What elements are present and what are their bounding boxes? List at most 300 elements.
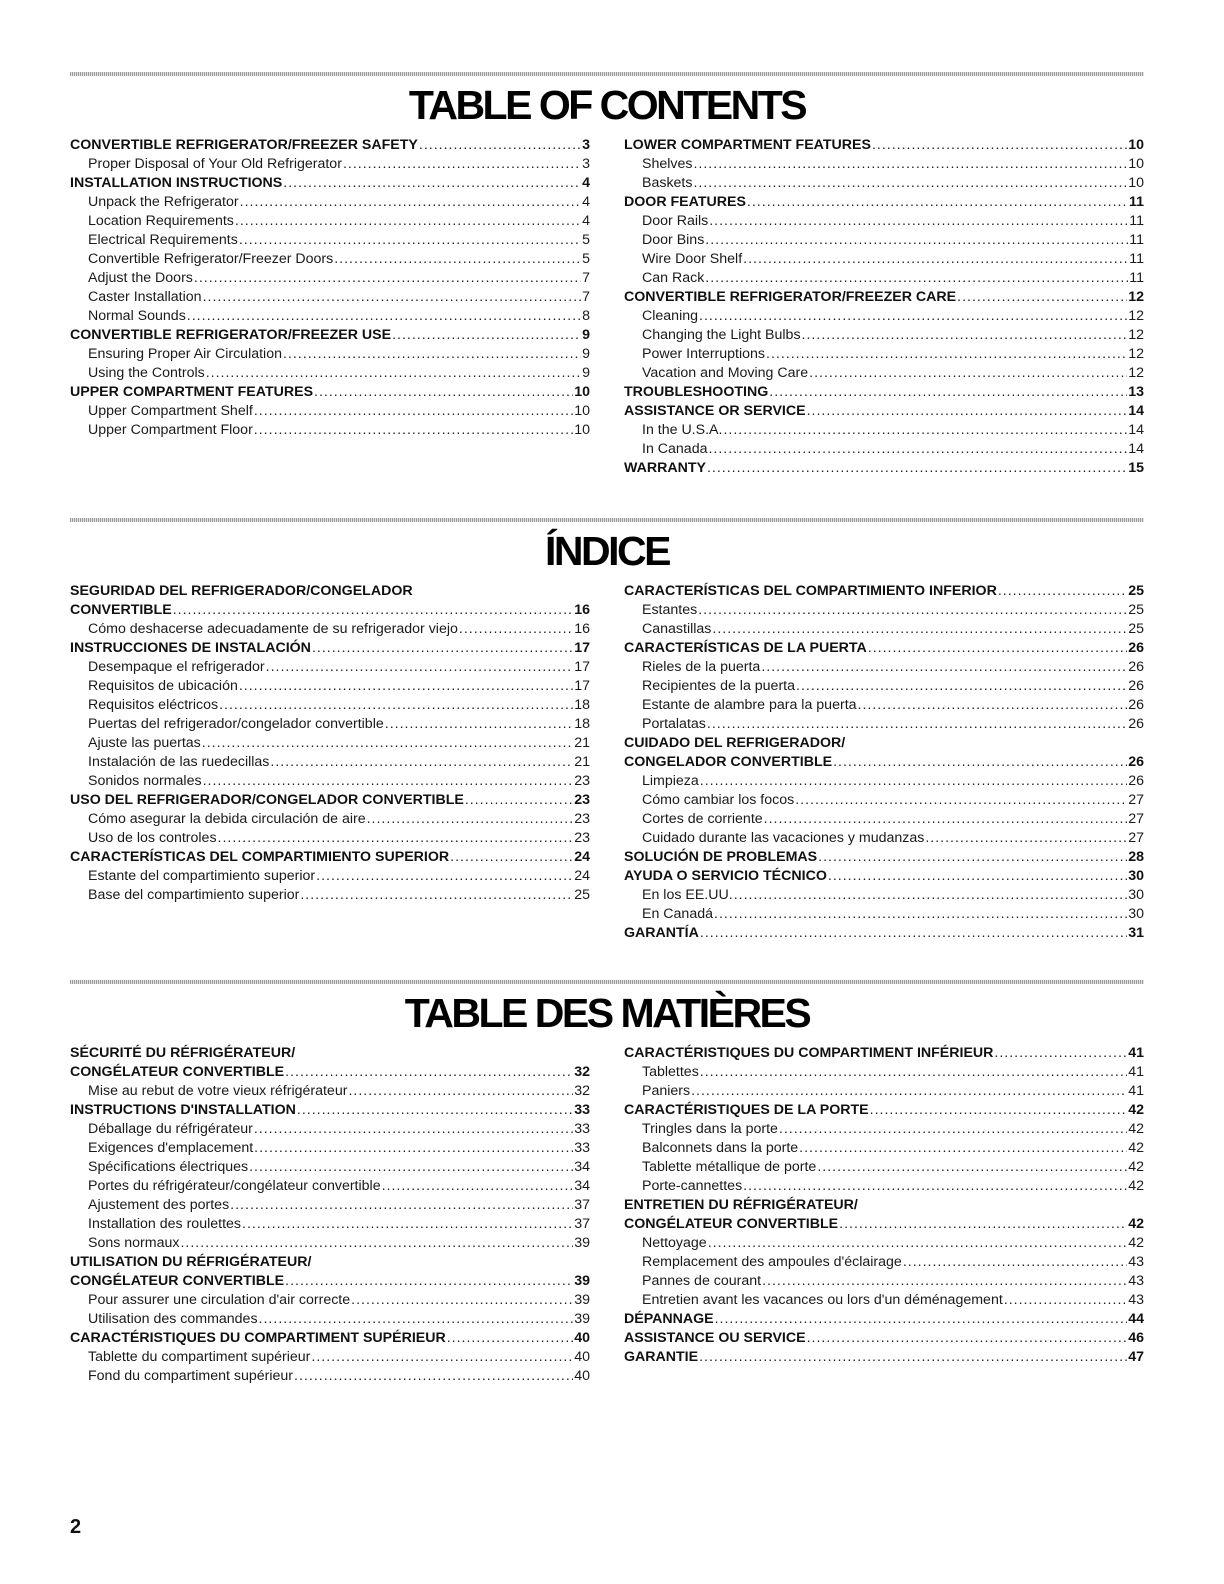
- toc-entry-text: Vacation and Moving Care: [642, 365, 809, 381]
- toc-entry-text: Estante de alambre para la puerta: [642, 697, 857, 713]
- toc-heading-entry[interactable]: [624, 924, 1144, 943]
- toc-subentry[interactable]: [70, 1291, 590, 1310]
- toc-subentry[interactable]: [70, 364, 590, 383]
- toc-entry-text: Porte-cannettes: [642, 1178, 743, 1194]
- toc-subentry[interactable]: [624, 715, 1144, 734]
- section-divider: [70, 72, 1144, 76]
- toc-subentry[interactable]: [624, 155, 1144, 174]
- toc-entry-text: Cortes de corriente: [642, 811, 763, 827]
- toc-entry-text: Electrical Requirements: [88, 232, 238, 248]
- toc-subentry[interactable]: [624, 1253, 1144, 1272]
- toc-entry-text: Power Interruptions: [642, 346, 766, 362]
- dot-leader: [392, 326, 581, 345]
- toc-subentry[interactable]: [624, 1291, 1144, 1310]
- toc-subentry[interactable]: [624, 174, 1144, 193]
- toc-subentry[interactable]: [624, 269, 1144, 288]
- dot-leader: [240, 193, 581, 212]
- toc-page-number: 32: [574, 1083, 590, 1099]
- toc-subentry[interactable]: [70, 1082, 590, 1101]
- toc-heading-entry[interactable]: [624, 1310, 1144, 1329]
- toc-heading-entry[interactable]: [624, 288, 1144, 307]
- toc-page-number: 10: [1128, 175, 1144, 191]
- toc-page-number: 39: [574, 1235, 590, 1251]
- toc-entry-text: Door Rails: [642, 213, 709, 229]
- toc-subentry[interactable]: [70, 696, 590, 715]
- toc-entry-text: Convertible Refrigerator/Freezer Doors: [88, 251, 334, 267]
- dot-leader: [203, 772, 574, 791]
- toc-page-number: 18: [574, 697, 590, 713]
- toc-subentry[interactable]: [70, 734, 590, 753]
- toc-entry-text: CARACTERÍSTICAS DEL COMPARTIMIENTO INFERIOR: [624, 583, 997, 599]
- toc-heading-entry[interactable]: [624, 639, 1144, 658]
- toc-heading-entry[interactable]: [624, 1101, 1144, 1120]
- toc-heading-entry[interactable]: [70, 791, 590, 810]
- toc-page-number: 21: [574, 754, 590, 770]
- toc-page-number: 31: [1128, 925, 1144, 941]
- toc-english-section: [70, 72, 1144, 496]
- toc-page-number: 33: [574, 1121, 590, 1137]
- toc-entry-text: CONVERTIBLE REFRIGERATOR/FREEZER USE: [70, 327, 392, 343]
- toc-subentry[interactable]: [624, 772, 1144, 791]
- dot-leader: [699, 307, 1127, 326]
- toc-subentry[interactable]: [70, 288, 590, 307]
- toc-subentry[interactable]: [70, 1158, 590, 1177]
- toc-entry-text: Cómo cambiar los focos: [642, 792, 795, 808]
- toc-page-number: 34: [574, 1159, 590, 1175]
- dot-leader: [700, 1063, 1127, 1082]
- toc-entry-text: LOWER COMPARTMENT FEATURES: [624, 137, 871, 153]
- toc-subentry[interactable]: [70, 269, 590, 288]
- toc-subentry[interactable]: [70, 1177, 590, 1196]
- dot-leader: [998, 582, 1127, 601]
- toc-subentry[interactable]: [70, 620, 590, 639]
- toc-entry-text: CARACTÉRISTIQUES DU COMPARTIMENT INFÉRIEUR: [624, 1045, 994, 1061]
- toc-entry-text: Estante del compartimiento superior: [88, 868, 316, 884]
- dot-leader: [465, 791, 573, 810]
- toc-entry-text: INSTALLATION INSTRUCTIONS: [70, 175, 283, 191]
- dot-leader: [219, 696, 573, 715]
- dot-leader: [459, 620, 573, 639]
- toc-entry-text: Limpieza: [642, 773, 699, 789]
- toc-entry-text: Caster Installation: [88, 289, 202, 305]
- dot-leader: [235, 212, 581, 231]
- dot-leader: [285, 1272, 573, 1291]
- toc-subentry[interactable]: [624, 829, 1144, 848]
- toc-heading-entry[interactable]: [70, 383, 590, 402]
- toc-page-number: 25: [574, 887, 590, 903]
- toc-page-number: 26: [1128, 678, 1144, 694]
- toc-page-number: 33: [574, 1102, 590, 1118]
- toc-subentry[interactable]: [624, 231, 1144, 250]
- toc-subentry[interactable]: [70, 658, 590, 677]
- dot-leader: [807, 402, 1128, 421]
- toc-subentry[interactable]: [70, 1196, 590, 1215]
- toc-page-number: 39: [574, 1311, 590, 1327]
- toc-subentry[interactable]: [70, 829, 590, 848]
- toc-page-number: 43: [1128, 1254, 1144, 1270]
- toc-subentry[interactable]: [624, 212, 1144, 231]
- dot-leader: [187, 307, 581, 326]
- toc-subentry[interactable]: [624, 1139, 1144, 1158]
- toc-subentry[interactable]: [70, 231, 590, 250]
- toc-subentry[interactable]: [624, 1120, 1144, 1139]
- toc-entry-text: Exigences d'emplacement: [88, 1140, 254, 1156]
- dot-leader: [218, 829, 574, 848]
- toc-entry-text: Pour assurer une circulation d'air correcte: [88, 1292, 351, 1308]
- toc-page-number: 42: [1128, 1235, 1144, 1251]
- toc-subentry[interactable]: [624, 326, 1144, 345]
- toc-subentry[interactable]: [70, 886, 590, 905]
- dot-leader: [266, 658, 574, 677]
- toc-heading-entry[interactable]: [70, 326, 590, 345]
- dot-leader: [723, 421, 1127, 440]
- toc-heading-entry[interactable]: [624, 1329, 1144, 1348]
- toc-subentry[interactable]: [624, 364, 1144, 383]
- toc-subentry[interactable]: [70, 677, 590, 696]
- dot-leader: [311, 1348, 573, 1367]
- toc-entry-text: Upper Compartment Shelf: [88, 403, 253, 419]
- toc-entry-text: Sons normaux: [88, 1235, 180, 1251]
- section-title: ÍNDICE: [545, 528, 669, 574]
- dot-leader: [707, 459, 1127, 478]
- toc-subentry[interactable]: [70, 212, 590, 231]
- toc-page-number: 11: [1129, 213, 1144, 229]
- toc-left-column: [70, 1044, 590, 1386]
- toc-subentry[interactable]: [70, 402, 590, 421]
- dot-leader: [1004, 1291, 1127, 1310]
- toc-entry-text: CARACTERÍSTICAS DE LA PUERTA: [624, 640, 867, 656]
- toc-heading-entry[interactable]: [70, 848, 590, 867]
- toc-heading-line: SÉCURITÉ DU RÉFRIGÉRATEUR/: [70, 1045, 296, 1061]
- toc-heading-entry[interactable]: [624, 383, 1144, 402]
- toc-page-number: 24: [574, 849, 590, 865]
- toc-page-number: 14: [1128, 422, 1144, 438]
- toc-subentry[interactable]: [70, 155, 590, 174]
- toc-page-number: 25: [1128, 621, 1144, 637]
- dot-leader: [180, 1234, 573, 1253]
- toc-page-number: 12: [1128, 365, 1144, 381]
- toc-heading-entry[interactable]: [624, 1044, 1144, 1063]
- toc-right-column: [624, 582, 1144, 943]
- toc-left-column: [70, 582, 590, 905]
- toc-entry-text: Ensuring Proper Air Circulation: [88, 346, 282, 362]
- dot-leader: [796, 677, 1127, 696]
- toc-heading-entry[interactable]: [70, 174, 590, 193]
- toc-page-number: 10: [1128, 156, 1144, 172]
- dot-leader: [766, 345, 1127, 364]
- toc-page-number: 40: [574, 1368, 590, 1384]
- toc-entry-text: Balconnets dans la porte: [642, 1140, 799, 1156]
- toc-page-number: 18: [574, 716, 590, 732]
- dot-leader: [707, 715, 1127, 734]
- dot-leader: [285, 1063, 573, 1082]
- toc-page-number: 47: [1128, 1349, 1144, 1365]
- toc-subentry[interactable]: [624, 1082, 1144, 1101]
- toc-heading-entry[interactable]: [624, 848, 1144, 867]
- toc-subentry[interactable]: [70, 1367, 590, 1386]
- toc-subentry[interactable]: [70, 1139, 590, 1158]
- toc-page-number: 9: [582, 327, 590, 343]
- toc-page-number: 23: [574, 811, 590, 827]
- dot-leader: [828, 867, 1127, 886]
- toc-subentry[interactable]: [624, 791, 1144, 810]
- toc-entry-text: Tablettes: [642, 1064, 699, 1080]
- toc-page-number: 10: [574, 384, 590, 400]
- toc-entry-text: Tablette métallique de porte: [642, 1159, 817, 1175]
- toc-heading-entry[interactable]: [624, 753, 1144, 772]
- toc-heading-entry[interactable]: [70, 639, 590, 658]
- toc-entry-text: CARACTÉRISTIQUES DE LA PORTE: [624, 1102, 869, 1118]
- toc-heading-entry[interactable]: [70, 1329, 590, 1348]
- dot-leader: [312, 639, 573, 658]
- toc-subentry[interactable]: [70, 250, 590, 269]
- toc-subentry[interactable]: [624, 421, 1144, 440]
- toc-page-number: 23: [574, 830, 590, 846]
- toc-entry-text: Pannes de courant: [642, 1273, 762, 1289]
- toc-page-number: 15: [1128, 460, 1144, 476]
- toc-page-number: 26: [1128, 659, 1144, 675]
- toc-subentry[interactable]: [70, 1234, 590, 1253]
- toc-page-number: 28: [1128, 849, 1144, 865]
- toc-subentry[interactable]: [624, 620, 1144, 639]
- toc-entry-text: Tablette du compartiment supérieur: [88, 1349, 311, 1365]
- dot-leader: [747, 193, 1128, 212]
- toc-right-column: [624, 1044, 1144, 1367]
- toc-page-number: 9: [582, 346, 590, 362]
- toc-entry-text: Sonidos normales: [88, 773, 202, 789]
- toc-subentry[interactable]: [70, 307, 590, 326]
- toc-page-number: 27: [1128, 792, 1144, 808]
- toc-entry-text: Can Rack: [642, 270, 705, 286]
- toc-page-number: 27: [1128, 811, 1144, 827]
- toc-page-number: 23: [574, 773, 590, 789]
- toc-entry-text: USO DEL REFRIGERADOR/CONGELADOR CONVERTIBLE: [70, 792, 464, 808]
- toc-heading-entry[interactable]: [624, 193, 1144, 212]
- toc-page-number: 7: [582, 270, 590, 286]
- toc-page-number: 10: [574, 422, 590, 438]
- toc-subentry[interactable]: [624, 810, 1144, 829]
- toc-heading-entry[interactable]: [70, 601, 590, 620]
- toc-entry-text: Nettoyage: [642, 1235, 707, 1251]
- toc-entry-text: Portes du réfrigérateur/congélateur convertible: [88, 1178, 381, 1194]
- dot-leader: [868, 639, 1127, 658]
- toc-heading-entry[interactable]: [624, 1348, 1144, 1367]
- toc-heading-line: UTILISATION DU RÉFRIGÉRATEUR/: [70, 1254, 312, 1270]
- toc-entry-text: Recipientes de la puerta: [642, 678, 796, 694]
- toc-entry-text: Cuidado durante las vacaciones y mudanzas: [642, 830, 925, 846]
- dot-leader: [957, 288, 1127, 307]
- dot-leader: [699, 1348, 1127, 1367]
- toc-subentry[interactable]: [624, 440, 1144, 459]
- toc-heading-line: ENTRETIEN DU RÉFRIGÉRATEUR/: [624, 1197, 858, 1213]
- toc-heading-entry[interactable]: [70, 1063, 590, 1082]
- toc-page-number: 10: [574, 403, 590, 419]
- toc-subentry[interactable]: [624, 307, 1144, 326]
- toc-page-number: 42: [1128, 1140, 1144, 1156]
- toc-subentry[interactable]: [70, 867, 590, 886]
- toc-subentry[interactable]: [624, 1177, 1144, 1196]
- toc-page-number: 26: [1128, 754, 1144, 770]
- toc-entry-text: Requisitos eléctricos: [88, 697, 219, 713]
- toc-entry-text: Cómo asegurar la debida circulación de aire: [88, 811, 366, 827]
- toc-subentry[interactable]: [70, 715, 590, 734]
- dot-leader: [419, 136, 581, 155]
- toc-heading-entry[interactable]: [624, 459, 1144, 478]
- toc-heading-entry[interactable]: [624, 136, 1144, 155]
- toc-entry-text: GARANTÍA: [624, 925, 699, 941]
- toc-heading-entry[interactable]: [624, 582, 1144, 601]
- dot-leader: [283, 174, 581, 193]
- toc-entry-text: Using the Controls: [88, 365, 205, 381]
- toc-entry-text: Adjust the Doors: [88, 270, 193, 286]
- dot-leader: [708, 440, 1127, 459]
- dot-leader: [385, 715, 573, 734]
- toc-page-number: 24: [574, 868, 590, 884]
- toc-page-number: 40: [574, 1349, 590, 1365]
- dot-leader: [334, 250, 581, 269]
- toc-entry-text: Ajuste las puertas: [88, 735, 201, 751]
- toc-entry-text: CARACTERÍSTICAS DEL COMPARTIMIENTO SUPERIOR: [70, 849, 450, 865]
- dot-leader: [254, 1120, 573, 1139]
- dot-leader: [705, 269, 1128, 288]
- dot-leader: [297, 1101, 573, 1120]
- toc-page-number: 37: [574, 1216, 590, 1232]
- toc-page-number: 4: [582, 194, 590, 210]
- toc-heading-entry[interactable]: [624, 1215, 1144, 1234]
- toc-heading-entry[interactable]: [624, 402, 1144, 421]
- toc-entry-text: Ajustement des portes: [88, 1197, 230, 1213]
- dot-leader: [239, 677, 573, 696]
- toc-subentry[interactable]: [624, 1234, 1144, 1253]
- toc-page-number: 12: [1128, 308, 1144, 324]
- dot-leader: [382, 1177, 574, 1196]
- toc-heading-line: SEGURIDAD DEL REFRIGERADOR/CONGELADOR: [70, 583, 413, 599]
- toc-page-number: 25: [1128, 583, 1144, 599]
- dot-leader: [206, 364, 581, 383]
- toc-subentry[interactable]: [70, 810, 590, 829]
- toc-page-number: 16: [574, 602, 590, 618]
- dot-leader: [314, 383, 573, 402]
- toc-entry-text: En los EE.UU.: [642, 887, 733, 903]
- toc-page-number: 4: [582, 175, 590, 191]
- toc-subentry[interactable]: [624, 1158, 1144, 1177]
- dot-leader: [691, 1082, 1127, 1101]
- toc-page-number: 3: [582, 137, 590, 153]
- toc-entry-text: CONVERTIBLE: [70, 602, 172, 618]
- toc-subentry[interactable]: [70, 1120, 590, 1139]
- toc-page-number: 11: [1129, 270, 1144, 286]
- dot-leader: [700, 924, 1127, 943]
- toc-heading-entry[interactable]: [70, 136, 590, 155]
- dot-leader: [700, 772, 1127, 791]
- dot-leader: [764, 810, 1128, 829]
- toc-page-number: 33: [574, 1140, 590, 1156]
- toc-subentry[interactable]: [624, 345, 1144, 364]
- toc-subentry[interactable]: [70, 421, 590, 440]
- toc-subentry[interactable]: [624, 250, 1144, 269]
- toc-page-number: 41: [1128, 1083, 1144, 1099]
- toc-subentry[interactable]: [624, 696, 1144, 715]
- toc-page-number: 17: [574, 678, 590, 694]
- dot-leader: [807, 1329, 1128, 1348]
- toc-entry-text: ASSISTANCE OU SERVICE: [624, 1330, 806, 1346]
- toc-subentry[interactable]: [624, 1063, 1144, 1082]
- toc-entry-text: Door Bins: [642, 232, 705, 248]
- dot-leader: [769, 383, 1127, 402]
- dot-leader: [348, 1082, 573, 1101]
- dot-leader: [994, 1044, 1127, 1063]
- dot-leader: [734, 886, 1128, 905]
- toc-page-number: 30: [1128, 868, 1144, 884]
- toc-entry-text: INSTRUCCIONES DE INSTALACIÓN: [70, 640, 311, 656]
- dot-leader: [761, 658, 1127, 677]
- toc-page-number: 46: [1128, 1330, 1144, 1346]
- toc-page-number: 30: [1128, 906, 1144, 922]
- toc-heading-line: CUIDADO DEL REFRIGERADOR/: [624, 735, 846, 751]
- toc-subentry[interactable]: [70, 1215, 590, 1234]
- toc-entry-text: AYUDA O SERVICIO TÉCNICO: [624, 868, 827, 884]
- toc-entry-text: UPPER COMPARTMENT FEATURES: [70, 384, 314, 400]
- toc-heading-entry[interactable]: [624, 867, 1144, 886]
- toc-subentry[interactable]: [624, 658, 1144, 677]
- toc-entry-text: En Canadá: [642, 906, 713, 922]
- toc-entry-text: Instalación de las ruedecillas: [88, 754, 270, 770]
- toc-page-number: 43: [1128, 1273, 1144, 1289]
- toc-subentry[interactable]: [70, 772, 590, 791]
- dot-leader: [270, 753, 573, 772]
- dot-leader: [858, 696, 1128, 715]
- toc-subentry[interactable]: [70, 345, 590, 364]
- toc-page-number: 9: [582, 365, 590, 381]
- dot-leader: [450, 848, 573, 867]
- toc-left-column: [70, 136, 590, 440]
- toc-subentry[interactable]: [624, 886, 1144, 905]
- toc-entry-text: Utilisation des commandes: [88, 1311, 258, 1327]
- toc-subentry[interactable]: [70, 1348, 590, 1367]
- toc-entry-text: Shelves: [642, 156, 693, 172]
- toc-entry-text: Paniers: [642, 1083, 691, 1099]
- toc-subentry[interactable]: [70, 193, 590, 212]
- toc-subentry[interactable]: [624, 677, 1144, 696]
- toc-page-number: 21: [574, 735, 590, 751]
- dot-leader: [870, 1101, 1128, 1120]
- toc-entry-text: Entretien avant les vacances ou lors d'un déménagement: [642, 1292, 1003, 1308]
- toc-subentry[interactable]: [70, 1310, 590, 1329]
- dot-leader: [283, 345, 581, 364]
- toc-page-number: 17: [574, 640, 590, 656]
- toc-subentry[interactable]: [624, 601, 1144, 620]
- toc-entry-text: CONGÉLATEUR CONVERTIBLE: [70, 1273, 285, 1289]
- toc-page-number: 42: [1128, 1159, 1144, 1175]
- toc-entry-text: TROUBLESHOOTING: [624, 384, 769, 400]
- toc-page-number: 12: [1128, 346, 1144, 362]
- toc-entry-text: CONGÉLATEUR CONVERTIBLE: [70, 1064, 285, 1080]
- toc-subentry[interactable]: [624, 905, 1144, 924]
- toc-subentry[interactable]: [624, 1272, 1144, 1291]
- dot-leader: [300, 886, 573, 905]
- toc-page-number: 43: [1128, 1292, 1144, 1308]
- toc-french-section: [70, 980, 1144, 1404]
- toc-page-number: 12: [1128, 289, 1144, 305]
- dot-leader: [903, 1253, 1127, 1272]
- toc-subentry[interactable]: [70, 753, 590, 772]
- toc-page-number: 14: [1128, 441, 1144, 457]
- toc-heading-entry[interactable]: [70, 1101, 590, 1120]
- toc-page-number: 25: [1128, 602, 1144, 618]
- toc-entry-text: DOOR FEATURES: [624, 194, 746, 210]
- toc-heading-entry[interactable]: [70, 1272, 590, 1291]
- toc-entry-text: Spécifications électriques: [88, 1159, 249, 1175]
